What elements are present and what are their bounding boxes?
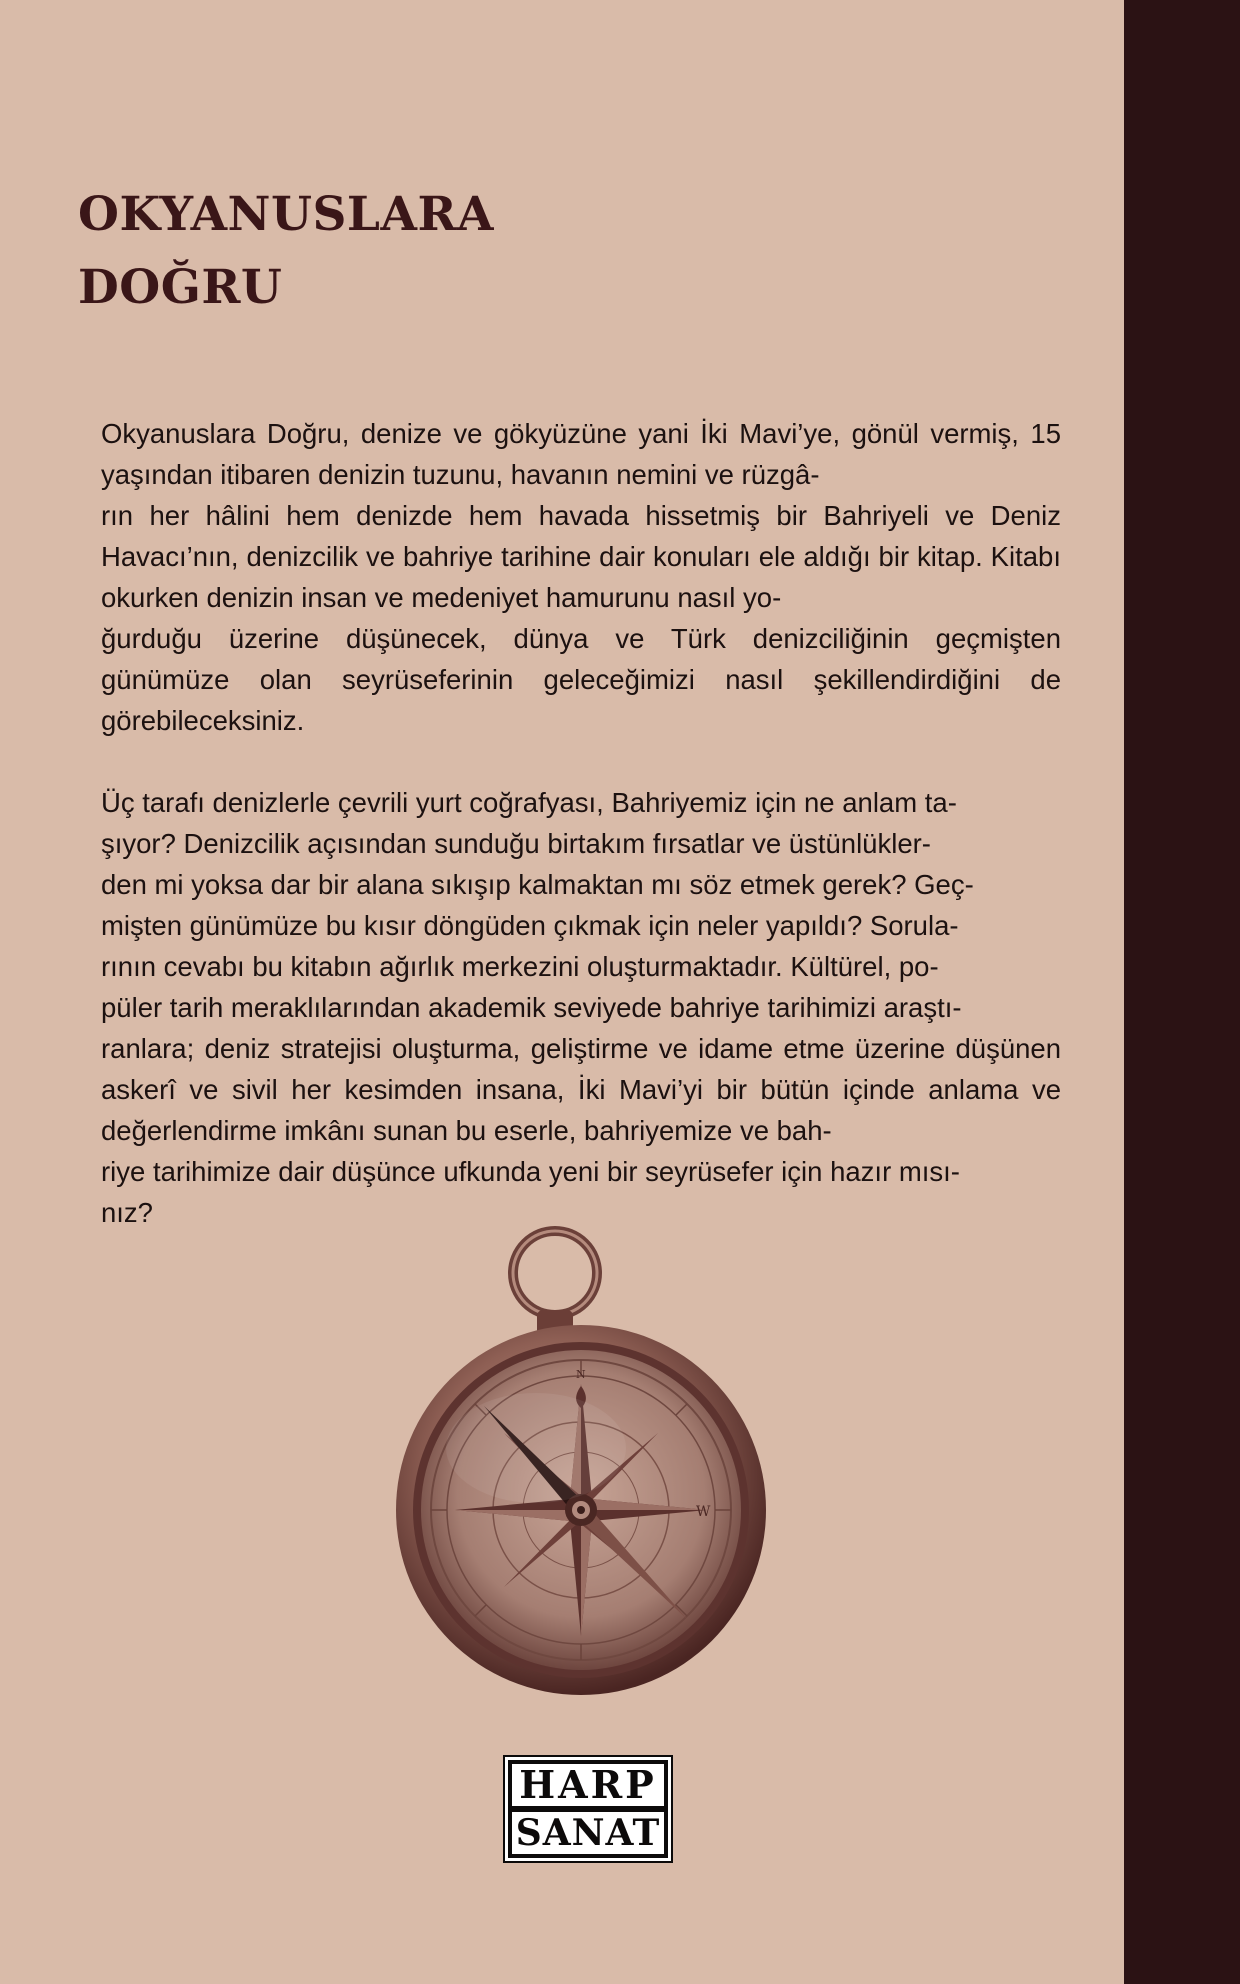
book-title-line-2: DOĞRU — [78, 260, 283, 315]
svg-text:N: N — [576, 1368, 586, 1381]
blurb — [101, 413, 1061, 1274]
book-spine — [1124, 0, 1240, 1984]
publisher-logo-line-2: SANAT — [512, 1812, 664, 1854]
compass-icon — [396, 1218, 786, 1698]
book-title — [78, 178, 494, 324]
book-title-line-1: OKYANUSLARA — [78, 187, 494, 242]
publisher-logo-line-1: HARP — [512, 1764, 664, 1806]
blurb-paragraph-2: Üç tarafı denizlerle çevrili yurt coğrafyası, Bahriyemiz için ne anlam ta- şıyor? Denizcilik açısından sunduğu birtakım fırsatlar ve üstünlükler- den mi yoksa dar bir alana sıkışıp kalmaktan mı söz etmek gerek? Geç- mişten günümüze bu kısır döngüden çıkmak için neler yapıldı? Sorula- rının cevabı bu kitabın ağırlık merkezini oluşturmaktadır. Kültürel, po- püler tarih meraklılarından akademik seviyede bahriye tarihimizi araştı- ranlara; deniz stratejisi oluşturma, geliştirme ve idame etme üzerine düşünen askerî ve sivil her kesimden insana, İki Mavi’yi bir bütün içinde anlama ve değerlendirme imkânı sunan bu eserle, bahriyemize ve bah- riye tarihimize dair düşünce ufkunda yeni bir seyrüsefer için hazır mısı- nız? — [101, 787, 1061, 1228]
blurb-paragraph-1: Okyanuslara Doğru, denize ve gökyüzüne yani İki Mavi’ye, gönül vermiş, 15 yaşından itibaren denizin tuzunu, havanın nemini ve rüzgâ- rın her hâlini hem denizde hem havada hissetmiş bir Bahriyeli ve Deniz Havacı’nın, denizcilik ve bahriye tarihine dair konuları ele aldığı bir kitap. Kitabı okurken denizin insan ve medeniyet hamurunu nasıl yo- ğurduğu üzerine düşünecek, dünya ve Türk denizciliğinin geçmişten günümüze olan seyrüseferinin geleceğimizi nasıl şekillendirdiğini de görebileceksiniz. — [101, 418, 1061, 736]
publisher-logo — [505, 1757, 671, 1861]
svg-text:W: W — [696, 1504, 711, 1520]
